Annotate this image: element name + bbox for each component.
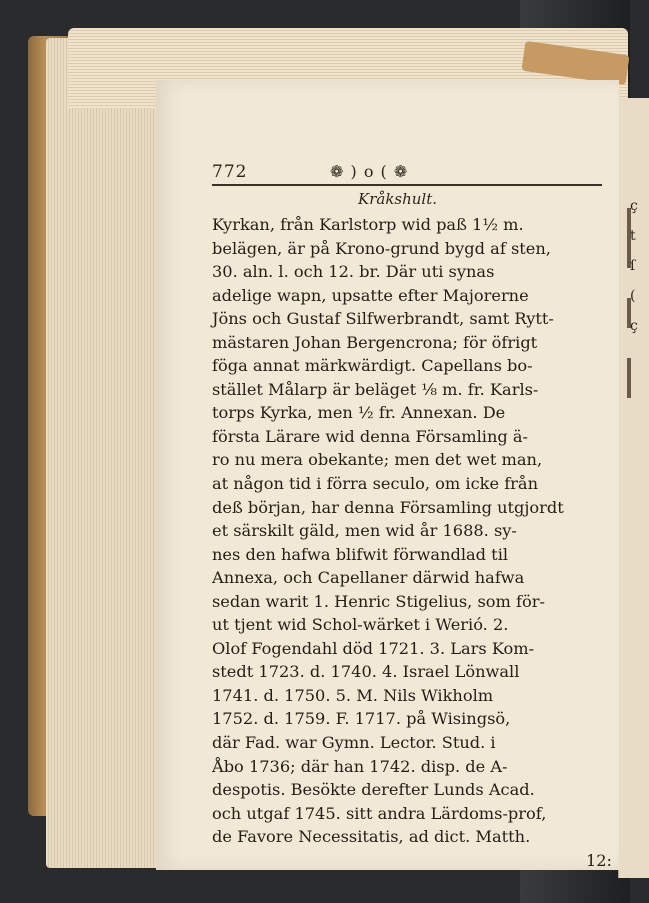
text-line: stedt 1723. d. 1740. 4. Israel Lönwall [212,662,520,682]
header-ornament: ❁ ) o ( ❁ [330,162,409,181]
facing-page-letter: ( [630,288,636,304]
text-line: Jöns och Gustaf Silfwerbrandt, samt Rytt- [212,309,554,329]
text-line: 12: [585,850,612,870]
text-line: 1741. d. 1750. 5. M. Nils Wikholm [212,685,494,705]
text-line: ro nu mera obekante; men det wet man, [212,450,543,470]
text-line: despotis. Besökte derefter Lunds Acad. [212,780,535,800]
text-line: Olof Fogendahl död 1721. 3. Lars Kom- [212,638,535,658]
facing-page-letter: t [630,228,636,244]
text-line: nes den hafwa blifwit förwandlad til [212,544,509,564]
text-line: ut tjent wid Schol-wärket i Werió. 2. [212,615,509,635]
facing-page-letter: ſ [630,258,636,274]
text-line: och utgaf 1745. sitt andra Lärdoms-prof, [212,803,547,823]
text-line: at någon tid i förra seculo, om icke från [212,474,538,494]
text-line: stället Målarp är beläget ⅛ m. fr. Karls- [212,379,539,399]
facing-page-edge [618,98,649,878]
header-rule [212,184,602,186]
text-line: 1752. d. 1759. F. 1717. på Wisingsö, [212,709,511,729]
text-line: föga annat märkwärdigt. Capellans bo- [212,356,533,376]
text-line: Åbo 1736; där han 1742. disp. de A- [212,756,508,776]
text-line: belägen, är på Krono-grund bygd af sten, [212,238,551,258]
text-line: Kyrkan, från Karlstorp wid paß 1½ m. [212,215,524,234]
open-book [28,28,638,888]
page-number: 772 [212,162,248,182]
book-page [156,80,619,870]
page-header [212,162,607,184]
body-text [212,213,612,872]
text-line: mästaren Johan Bergencrona; för öfrigt [212,332,538,352]
text-line: torps Kyrka, men ½ fr. Annexan. De [212,403,506,423]
text-line: deß början, har denna Församling utgjordt [212,497,564,517]
page-stack [46,38,166,868]
text-line: et särskilt gäld, men wid år 1688. sy- [212,521,517,541]
text-line: de Favore Necessitatis, ad dict. Matth. [212,827,531,847]
text-line: Annexa, och Capellaner därwid hafwa [212,568,525,588]
text-line: där Fad. war Gymn. Lector. Stud. i [212,733,496,753]
running-title: Kråkshult. [358,190,438,208]
text-line: adelige wapn, upsatte efter Majorerne [212,285,529,305]
text-line: 30. aln. l. och 12. br. Där uti synas [212,262,495,282]
facing-page-letter: ç [630,198,638,214]
text-line: sedan warit 1. Henric Stigelius, som för- [212,591,545,611]
text-line: första Lärare wid denna Församling ä- [212,426,529,446]
facing-page-letter: ç [630,318,638,334]
